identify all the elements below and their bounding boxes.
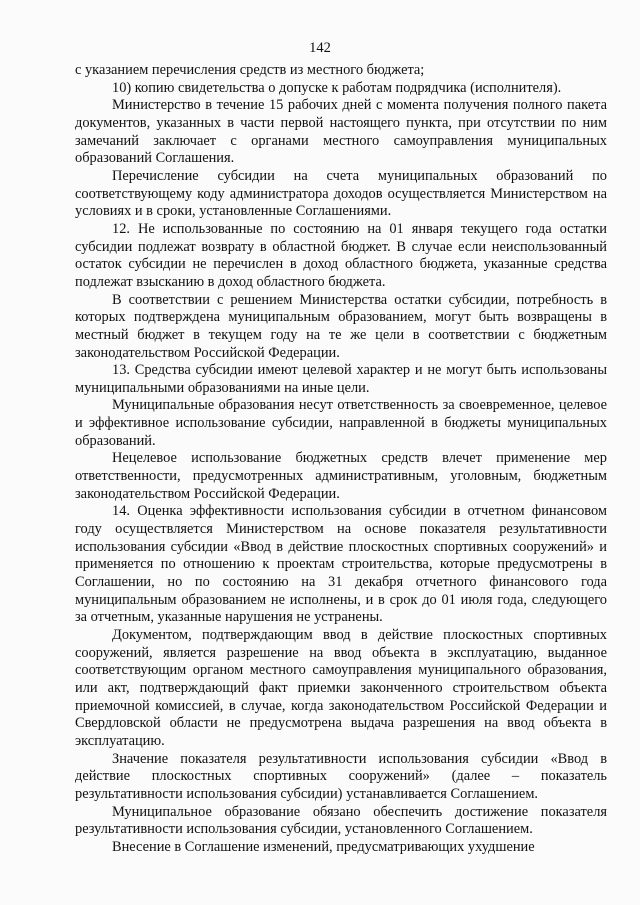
paragraph: Нецелевое использование бюджетных средств влечет применение мер ответственности, предусмотренных административным, уголовным, бюджетным законодательством Российской Федерации. [75, 450, 607, 502]
paragraph: 13. Средства субсидии имеют целевой характер и не могут быть использованы муниципальными образованиями на иные цели. [75, 362, 607, 396]
paragraph: Документом, подтверждающим ввод в действие плоскостных спортивных сооружений, является разрешение на ввод объекта в эксплуатацию, выданное соответствующим органом местного самоуправления муниципального образования, или акт, подтверждающий факт приемки законченного строительством объекта приемочной комиссией, в случае, когда законодательством Российской Федерации и Свердловской области не предусмотрена выдача разрешения на ввод объекта в эксплуатацию. [75, 627, 607, 749]
paragraph: Значение показателя результативности использования субсидии «Ввод в действие плоскостных спортивных сооружений» (далее – показатель результативности использования субсидии) устанавливается Соглашением. [75, 750, 607, 802]
paragraph: Перечисление субсидии на счета муниципальных образований по соответствующему коду администратора доходов осуществляется Министерством на условиях и в сроки, установленные Соглашениями. [75, 167, 607, 220]
paragraph: 10) копию свидетельства о допуске к работам подрядчика (исполнителя). [112, 79, 562, 96]
paragraph: 14. Оценка эффективности использования субсидии в отчетном финансовом году осуществляется Министерством на основе показателя результативности использования субсидии «Ввод в действие плоскостных спортивных сооружений» и применяется по отношению к проектам строительства, которые предусмотрены в Соглашении, но по состоянию на 31 декабря отчетного финансового года муниципальным образованием не исполнены, и в срок до 01 июля года, следующего за отчетным, указанные нарушения не устранены. [75, 503, 607, 626]
paragraph: Муниципальное образование обязано обеспечить достижение показателя результативности использования субсидии, установленного Соглашением. [75, 803, 607, 838]
paragraph: Внесение в Соглашение изменений, предусматривающих ухудшение [112, 838, 535, 855]
paragraph: 12. Не использованные по состоянию на 01 января текущего года остатки субсидии подлежат возврату в областной бюджет. В случае если неиспользованный остаток субсидии не перечислен в доход областного бюджета, указанные средства подлежат взысканию в доход областного бюджета. [75, 220, 607, 290]
paragraph: Министерство в течение 15 рабочих дней с момента получения полного пакета документов, указанных в части первой настоящего пункта, при отсутствии по ним замечаний заключает с органами местного самоуправления муниципальных образований Соглашения. [75, 97, 607, 167]
paragraph: с указанием перечисления средств из местного бюджета; [75, 62, 425, 78]
page-number: 142 [309, 40, 331, 56]
document-body [75, 62, 607, 857]
paragraph: Муниципальные образования несут ответственность за своевременное, целевое и эффективное использование субсидии, направленной в бюджеты муниципальных образований. [75, 397, 607, 449]
paragraph: В соответствии с решением Министерства остатки субсидии, потребность в которых подтверждена муниципальным образованием, могут быть возвращены в местный бюджет в текущем году на те же цели в соответствии с бюджетным законодательством Российской Федерации. [75, 291, 607, 361]
